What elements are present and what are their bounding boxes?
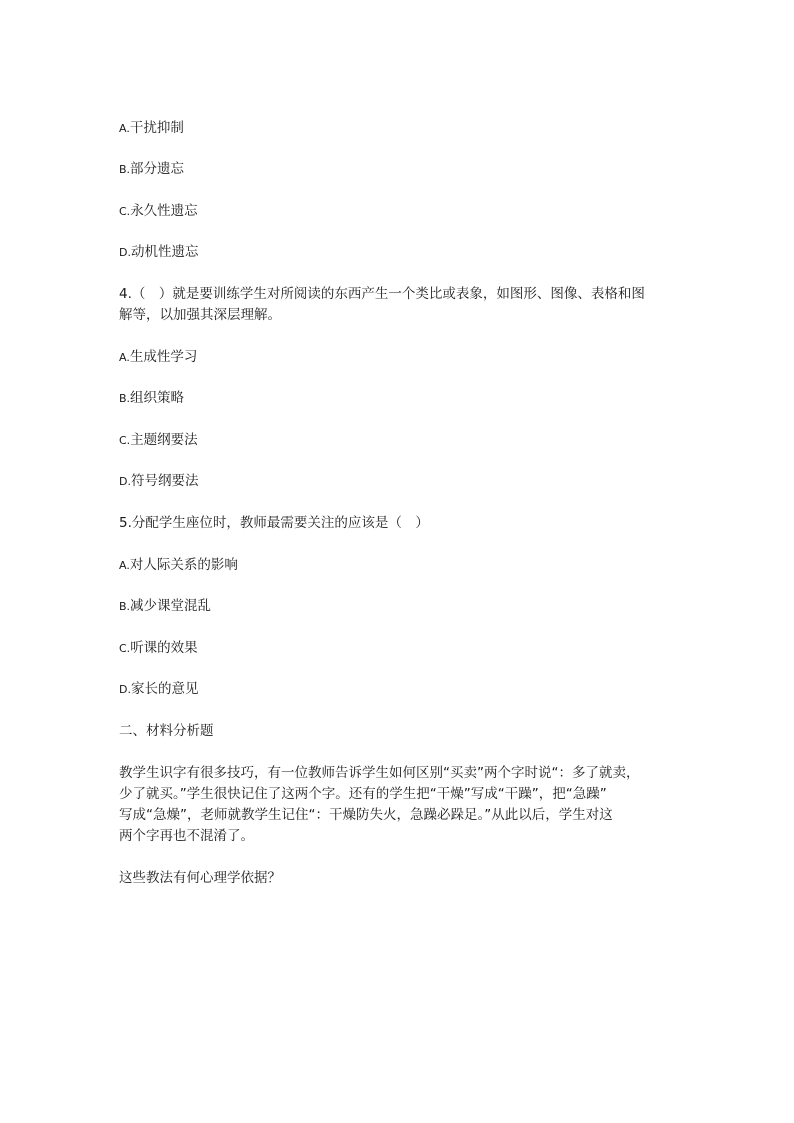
q4-option-a — [119, 347, 679, 368]
q4-option-d — [119, 471, 679, 492]
option-letter: D. — [119, 475, 131, 488]
option-letter: B. — [119, 392, 131, 405]
option-text: 家长的意见 — [130, 681, 199, 697]
option-text: 主题纲要法 — [130, 432, 198, 448]
q5-option-a — [119, 555, 679, 576]
q3-option-c — [119, 201, 679, 222]
option-letter: A. — [119, 122, 130, 135]
option-text: 减少课堂混乱 — [130, 598, 212, 614]
option-text: 听课的效果 — [130, 640, 198, 656]
option-letter: D. — [119, 683, 131, 696]
section-heading: 二、材料分析题 — [119, 723, 214, 739]
q5-option-b — [119, 596, 679, 617]
option-letter: B. — [119, 600, 131, 613]
material-line-3: 写成“急燥”，老师就教学生记住“：干燥防失火，急躁必跺足。”从此以后，学生对这 — [119, 807, 613, 823]
q4-option-c — [119, 430, 679, 451]
option-text: 动机性遗忘 — [130, 244, 199, 260]
q3-option-d — [119, 242, 679, 263]
option-text: 组织策略 — [130, 390, 185, 406]
option-text: 部分遗忘 — [130, 161, 185, 177]
option-letter: C. — [119, 434, 131, 447]
option-text: 生成性学习 — [129, 349, 198, 365]
q4-option-b — [119, 388, 679, 409]
q5-option-c — [119, 638, 679, 659]
option-letter: D. — [119, 246, 131, 259]
q4-stem-line-1: 4.（ ）就是要训练学生对所阅读的东西产生一个类比或表象，如图形、图像、表格和图 — [119, 286, 645, 302]
q3-option-a — [119, 118, 679, 139]
option-letter: B. — [119, 163, 131, 176]
option-text: 符号纲要法 — [130, 473, 199, 489]
material-line-4: 两个字再也不混淆了。 — [119, 828, 254, 844]
q5-option-d — [119, 679, 679, 700]
option-letter: A. — [119, 559, 130, 572]
option-letter: C. — [119, 642, 131, 655]
option-text: 对人际关系的影响 — [129, 557, 238, 573]
material-line-1: 教学生识字有很多技巧，有一位教师告诉学生如何区别“买卖”两个字时说“：多了就卖， — [119, 765, 640, 781]
q4-stem-line-2: 解等，以加强其深层理解。 — [119, 307, 281, 323]
option-letter: A. — [119, 351, 130, 364]
material-line-2: 少了就买。”学生很快记住了这两个字。还有的学生把“干燥”写成“干躁”，把“急躁” — [119, 786, 607, 802]
option-text: 干扰抑制 — [129, 120, 184, 136]
q3-option-b — [119, 159, 679, 180]
option-letter: C. — [119, 205, 131, 218]
analysis-question: 这些教法有何心理学依据？ — [119, 870, 281, 886]
q5-stem: 5.分配学生座位时，教师最需要关注的应该是（ ） — [119, 515, 429, 531]
option-text: 永久性遗忘 — [130, 203, 198, 219]
